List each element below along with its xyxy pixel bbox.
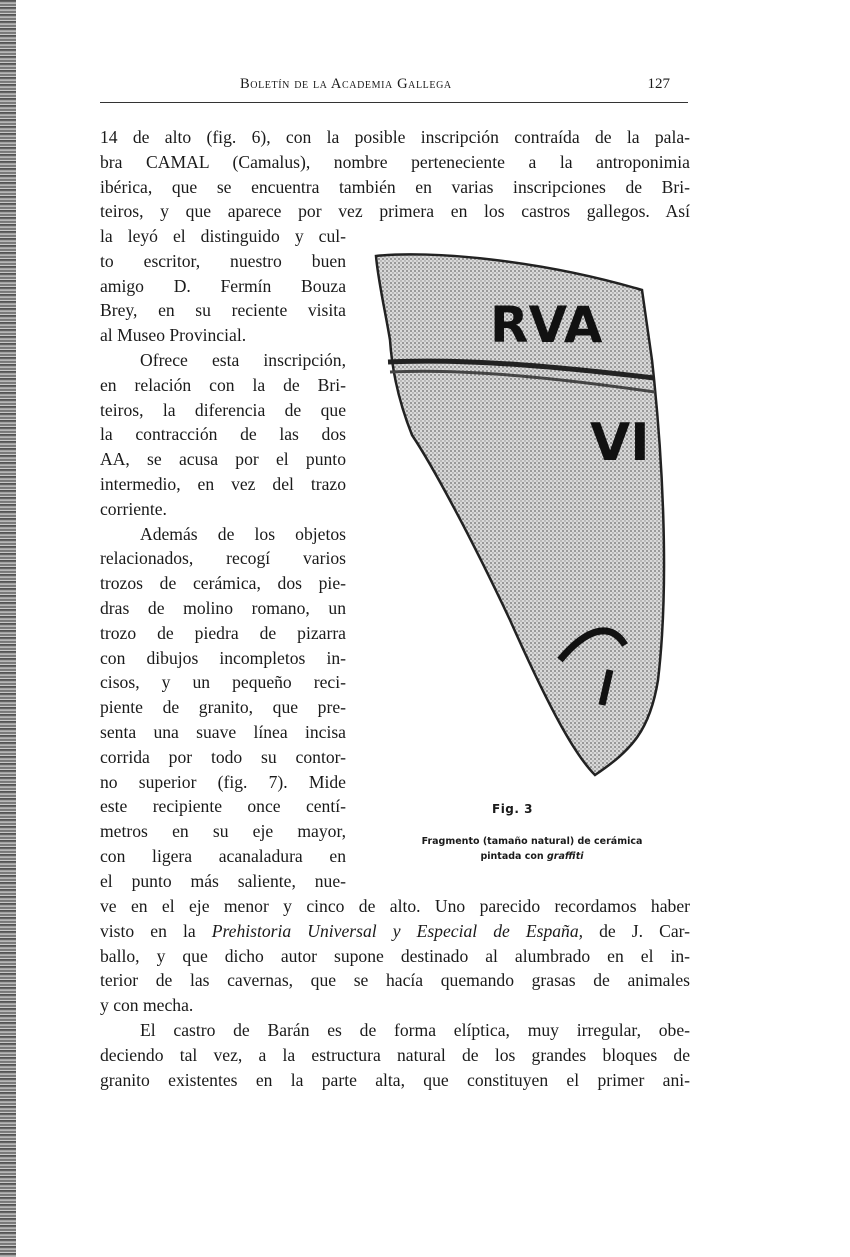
text-line — [100, 919, 690, 944]
text-line: Además de los objetos — [140, 523, 346, 544]
text-line: ve en el eje menor y cinco de alto. Uno parecido recordamos haber — [100, 896, 690, 916]
text-line: relacionados, recogí varios — [100, 548, 346, 569]
text-line: ballo, y que dicho autor supone destinado al alumbrado en el in- — [100, 945, 690, 966]
text-line: ibérica, que se encuentra también en varias inscripciones de Bri- — [100, 176, 690, 197]
text-line: amigo D. Fermín Bouza — [100, 275, 346, 296]
caption-italic: graffiti — [547, 851, 584, 862]
text-line: trozos de cerámica, dos pie- — [100, 573, 346, 594]
text-run: visto en la — [100, 920, 212, 941]
graffiti-letters: RVA — [490, 296, 603, 354]
text-line: la leyó el distinguido y cul- — [100, 226, 346, 246]
caption-text: pintada con — [480, 851, 547, 862]
left-column-text — [100, 224, 346, 894]
journal-title: Boletín de la Academia Gallega — [240, 76, 452, 92]
text-line: metros en su eje mayor, — [100, 821, 346, 842]
text-line: y con mecha. — [100, 995, 194, 1016]
text-line: corriente. — [100, 498, 167, 519]
text-line: Ofrece esta inscripción, — [140, 349, 346, 370]
page-number: 127 — [647, 76, 670, 92]
text-line: con dibujos incompletos in- — [100, 647, 346, 668]
book-binding-edge — [0, 0, 16, 1257]
text-line: al Museo Provincial. — [100, 325, 247, 346]
text-line: con ligera acanaladura en — [100, 845, 346, 866]
figure-label: Fig. 3 — [492, 802, 533, 816]
text-line: 14 de alto (fig. 6), con la posible inscripción contraída de la pala- — [100, 127, 690, 147]
text-line: AA, se acusa por el punto — [100, 449, 346, 470]
text-line: El castro de Barán es de forma elíptica, muy irregular, obe- — [140, 1019, 690, 1040]
text-line: deciendo tal vez, a la estructura natural de los grandes bloques de — [100, 1044, 690, 1065]
text-line: terior de las cavernas, que se hacía quemando grasas de animales — [100, 970, 690, 991]
text-line: to escritor, nuestro buen — [100, 250, 346, 271]
text-line: corrida por todo su contor- — [100, 746, 346, 767]
running-header — [100, 76, 688, 103]
text-line: granito existentes en la parte alta, que constituyen el primer ani- — [100, 1069, 690, 1090]
text-line: este recipiente once centí- — [100, 796, 346, 817]
text-line: senta una suave línea incisa — [100, 721, 346, 742]
text-line: trozo de piedra de pizarra — [100, 622, 346, 643]
top-paragraph — [100, 125, 690, 224]
text-line: la contracción de las dos — [100, 424, 346, 445]
text-line: piente de granito, que pre- — [100, 697, 346, 718]
caption-line: Fragmento (tamaño natural) de cerámica — [421, 836, 643, 847]
text-line: teiros, la diferencia de que — [100, 399, 346, 420]
pottery-fragment-drawing — [370, 250, 670, 780]
caption-line — [404, 849, 660, 864]
graffiti-letters: VI — [590, 413, 650, 473]
pottery-fragment-figure — [370, 250, 670, 780]
text-line: intermedio, en vez del trazo — [100, 473, 346, 494]
text-line: cisos, y un pequeño reci- — [100, 672, 346, 693]
text-line: en relación con la de Bri- — [100, 374, 346, 395]
text-line: dras de molino romano, un — [100, 597, 346, 618]
text-line: bra CAMAL (Camalus), nombre perteneciente a la antroponimia — [100, 151, 690, 172]
text-line: el punto más saliente, nue- — [100, 870, 346, 891]
text-line: teiros, y que aparece por vez primera en los castros gallegos. Así — [100, 201, 690, 222]
text-run: de J. Car- — [583, 920, 690, 941]
figure-caption — [404, 834, 660, 864]
text-line: Brey, en su reciente visita — [100, 300, 346, 321]
bottom-paragraph — [100, 894, 690, 1092]
text-line: no superior (fig. 7). Mide — [100, 771, 346, 792]
book-title: Prehistoria Universal y Especial de España, — [211, 920, 584, 941]
